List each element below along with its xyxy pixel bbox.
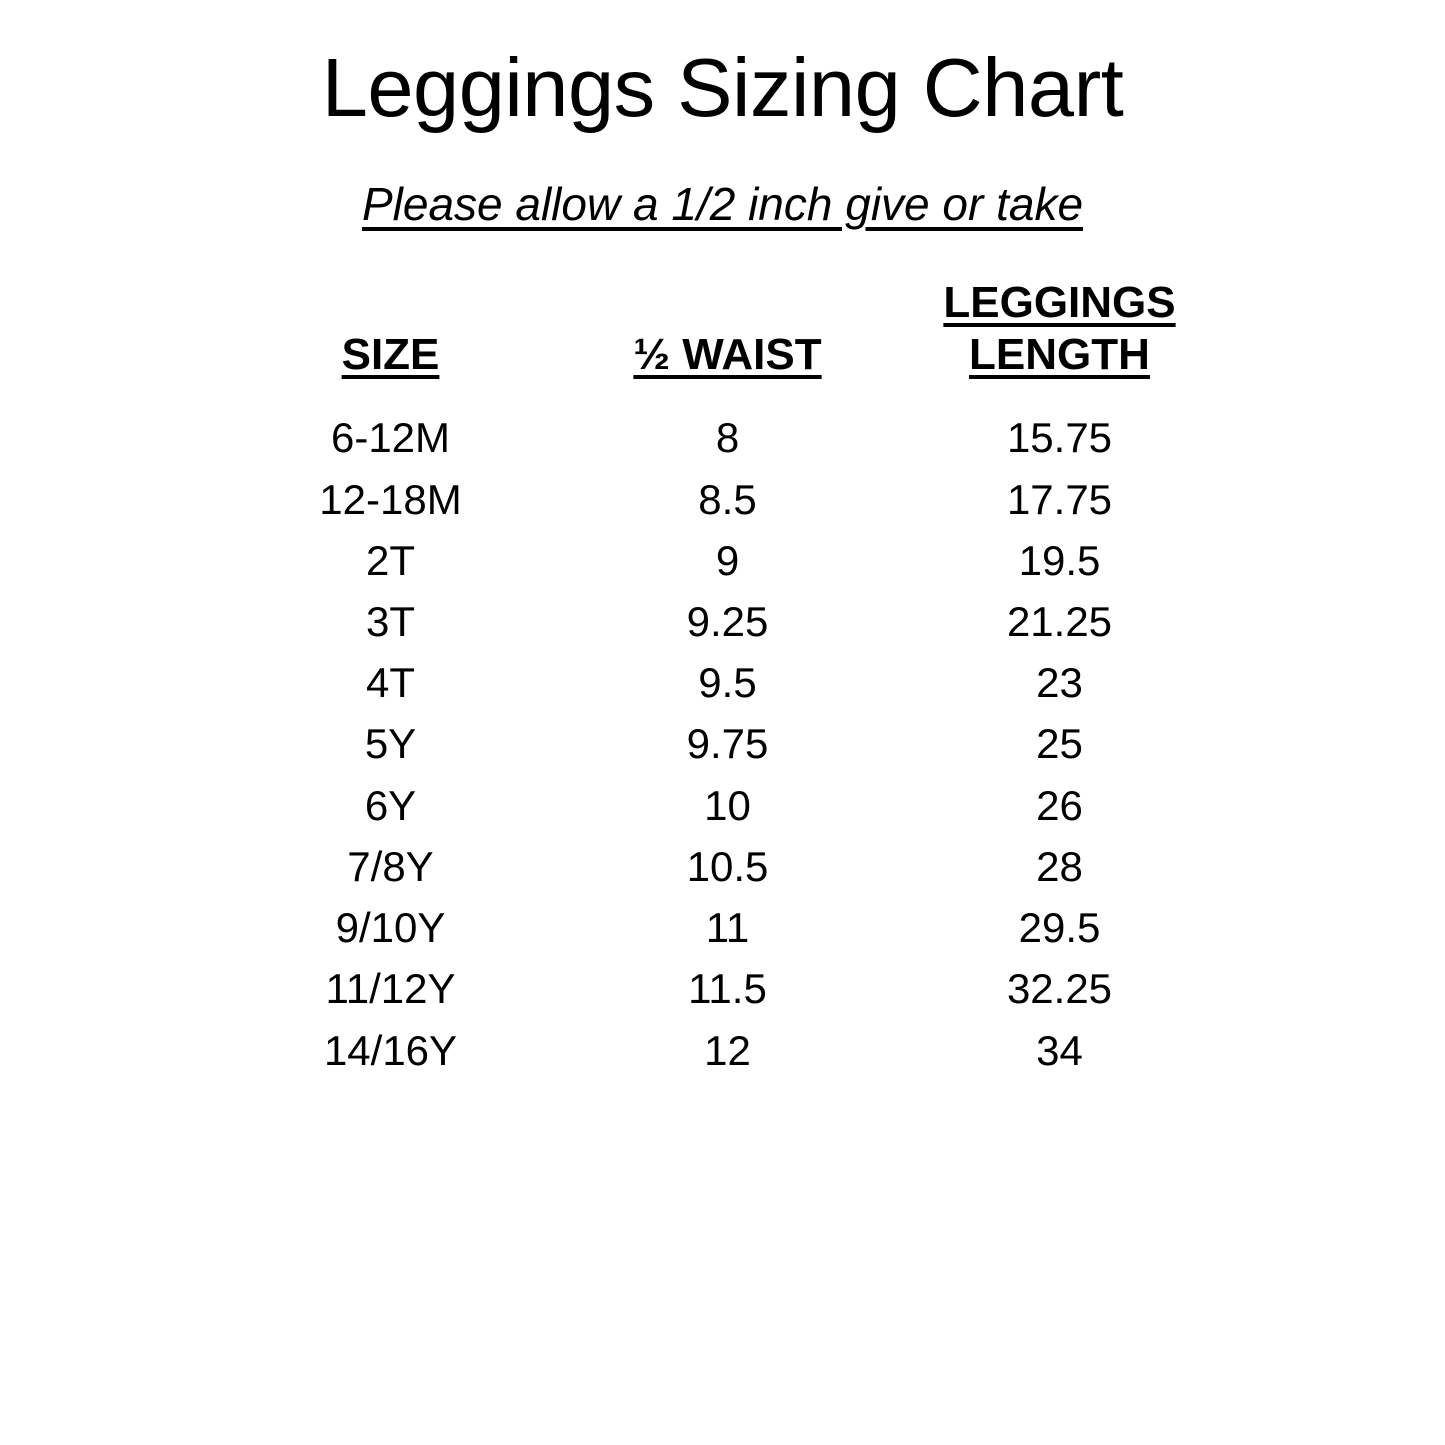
cell-length: 29.5: [1018, 904, 1101, 952]
cell-size: 5Y: [364, 720, 417, 768]
table-header: [220, 276, 1226, 407]
table-header-row: [220, 276, 1226, 407]
cell-waist: 8: [715, 414, 740, 462]
table-row: [220, 958, 1226, 1019]
cell-size: 7/8Y: [347, 842, 434, 890]
table-row: [220, 775, 1226, 836]
cell-size: 11/12Y: [325, 965, 456, 1013]
table-row: [220, 591, 1226, 652]
cell-waist: 9: [715, 536, 740, 584]
table-row: [220, 713, 1226, 774]
sizing-table: [220, 276, 1226, 1080]
cell-waist: 11.5: [688, 965, 767, 1013]
cell-size: 6-12M: [330, 414, 451, 462]
table-row: [220, 469, 1226, 530]
cell-length: 17.75: [1006, 475, 1113, 523]
column-header-leggings-length-line1: LEGGINGS: [943, 278, 1176, 328]
cell-waist: 11: [705, 904, 750, 952]
table-body: [220, 407, 1226, 1081]
cell-length: 23: [1036, 659, 1083, 707]
table-row: [220, 836, 1226, 897]
cell-waist: 9.25: [686, 598, 769, 645]
table-row: [220, 407, 1226, 468]
cell-waist: 12: [704, 1026, 751, 1074]
table-row: [220, 1020, 1226, 1081]
cell-length: 15.75: [1006, 414, 1113, 462]
cell-length: 26: [1036, 781, 1083, 829]
cell-size: 4T: [365, 659, 415, 707]
table-row: [220, 530, 1226, 591]
cell-size: 9/10Y: [335, 904, 446, 952]
column-header-leggings-length-line2: LENGTH: [969, 330, 1150, 380]
cell-length: 25: [1036, 720, 1083, 768]
cell-waist: 10: [704, 781, 751, 829]
table-row: [220, 652, 1226, 713]
column-header-size: [220, 276, 562, 407]
cell-length: 21.25: [1006, 598, 1113, 645]
cell-length: 34: [1036, 1026, 1083, 1074]
cell-waist: 8.5: [698, 475, 757, 523]
cell-waist: 10.5: [686, 842, 769, 890]
column-header-size-label: SIZE: [341, 330, 440, 380]
cell-waist: 9.5: [698, 659, 757, 707]
column-header-leggings-length: [894, 276, 1226, 407]
cell-waist: 9.75: [686, 720, 769, 768]
cell-length: 32.25: [1006, 965, 1113, 1013]
column-header-half-waist-label: ½ WAIST: [633, 330, 822, 380]
cell-size: 12-18M: [319, 475, 462, 523]
page-title: Leggings Sizing Chart: [321, 41, 1124, 134]
page-subtitle: Please allow a 1/2 inch give or take: [361, 178, 1084, 231]
cell-size: 6Y: [364, 781, 417, 829]
cell-length: 28: [1036, 842, 1083, 890]
column-header-half-waist: [562, 276, 894, 407]
cell-length: 19.5: [1018, 536, 1101, 584]
cell-size: 14/16Y: [323, 1026, 458, 1074]
cell-size: 2T: [365, 536, 415, 584]
table-row: [220, 897, 1226, 958]
cell-size: 3T: [365, 598, 415, 645]
